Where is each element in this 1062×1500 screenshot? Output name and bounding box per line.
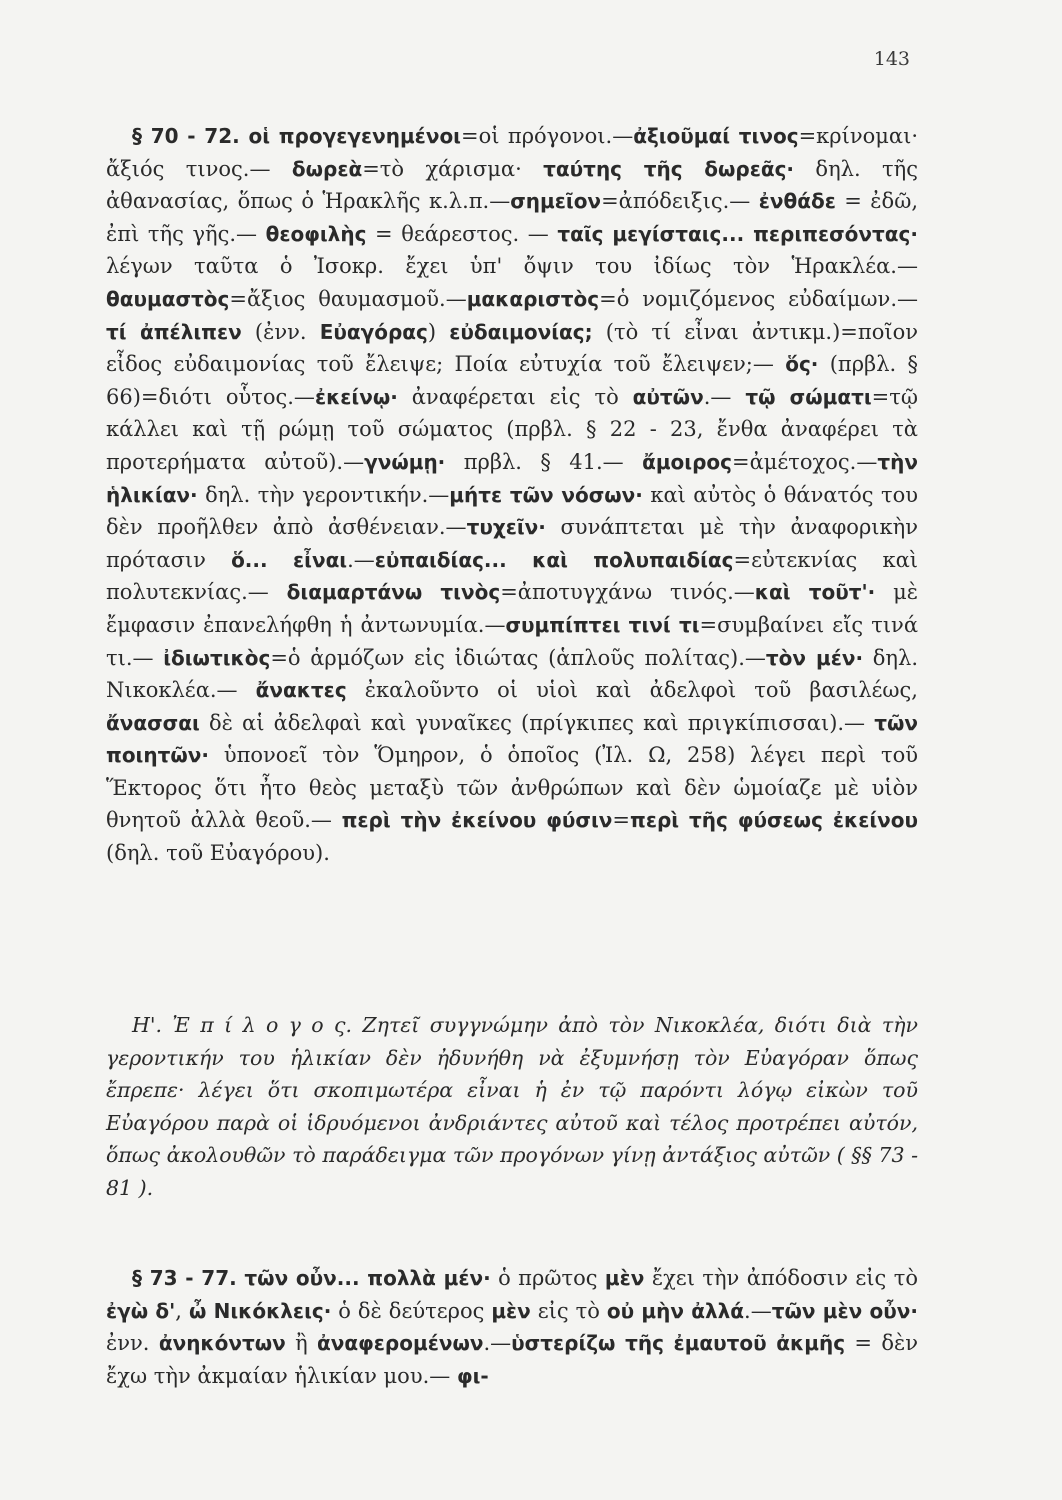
lemma-term: εὐπαιδίας... καὶ πολυπαιδίας [374, 547, 734, 572]
commentary-text: .— [744, 1298, 772, 1323]
commentary-text: .— [483, 1331, 512, 1356]
lemma-term: τί ἀπέλιπεν [106, 319, 242, 344]
commentary-text: =συμβαίνει εἴς τινά τι.— [106, 612, 918, 670]
lemma-term: ἰδιωτικὸς [163, 645, 271, 670]
lemma-term: ὑστερίζω τῆς ἐμαυτοῦ ἀκμῆς [511, 1331, 846, 1356]
commentary-text: (πρβλ. § 66)=διότι οὗτος.— [106, 352, 918, 409]
lemma-term: ἐνθάδε [758, 189, 836, 214]
lemma-term: ἀναφερομένων [317, 1331, 484, 1356]
lemma-term: ἀνηκόντων [158, 1331, 286, 1356]
commentary-text: = θεάρεστος. — [366, 221, 558, 246]
lemma-term: § 70 - 72. οἱ προγεγενημένοι [132, 124, 461, 148]
lemma-term: καὶ τοῦτ'· [754, 580, 876, 605]
commentary-text: ἢ [285, 1331, 318, 1356]
commentary-text: (τὸ τί εἶναι ἀντικμ.)=ποῖον εἶδος εὐδαιμονίας τοῦ ἔλειψε; Ποία εὐτυχία τοῦ ἔλειψεν;— [106, 319, 918, 377]
commentary-text: =τὸ χάρισμα· [362, 156, 544, 181]
lemma-term: τὸν μέν· [765, 645, 864, 670]
commentary-text: =ἀπόδειξις.— [601, 189, 759, 214]
commentary-text: =εὐτεκνίας καὶ πολυτεκνίας.— [106, 547, 918, 605]
lemma-term: αὐτῶν [632, 384, 704, 409]
lemma-term: ταύτης τῆς δωρεᾶς· [543, 156, 795, 181]
commentary-text: δηλ. Νικοκλέα.— [106, 645, 918, 703]
section-73-77-paragraph [106, 1262, 918, 1392]
lemma-term: Εὐαγόρας [319, 319, 428, 344]
lemma-term: δωρεὰ [291, 156, 363, 181]
lemma-term: θαυμαστὸς [106, 286, 230, 311]
commentary-text: =ἄξιος θαυμασμοῦ.— [229, 286, 467, 311]
commentary-text: δηλ. τὴν γεροντικήν.— [197, 482, 450, 507]
lemma-term: μήτε τῶν νόσων· [449, 482, 643, 507]
lemma-term: φι- [456, 1363, 489, 1388]
page-number: 143 [873, 48, 910, 70]
lemma-term: ἄνασσαι [106, 710, 200, 735]
commentary-text: , [175, 1298, 189, 1323]
commentary-text: (δηλ. τοῦ Εὐαγόρου). [106, 841, 330, 866]
commentary-text: =ὁ νομιζόμενος εὐδαίμων.— [599, 286, 918, 311]
lemma-term: ὦ Νικόκλεις· [188, 1298, 332, 1323]
commentary-text: ) [427, 319, 450, 344]
lemma-term: ἀξιοῦμαί τινος [633, 124, 799, 148]
commentary-text: =οἱ πρόγονοι.— [460, 124, 634, 148]
commentary-text: πρβλ. § 41.— [445, 449, 643, 474]
lemma-term: γνώμῃ· [364, 449, 446, 474]
commentary-text: =ἀποτυγχάνω τινός.— [500, 580, 755, 605]
lemma-term: περὶ τῆς φύσεως ἐκείνου [630, 808, 919, 833]
commentary-text: = δὲν ἔχω τὴν ἀκμαίαν ἡλικίαν μου.— [106, 1331, 918, 1388]
epilogue-text: Η'. Ἐ π ί λ ο γ ο ς. Ζητεῖ συγγνώμην ἀπὸ τὸν Νικοκλέα, διότι διὰ τὴν γεροντικήν του ἡλικίαν δὲν ἠδυνήθη νὰ ἐξυμνήσῃ τὸν Εὐαγόραν ὅπως ἔπρεπε· λέγει ὅτι σκοπιμωτέρα εἶναι ἡ ἐν τῷ παρόντι λόγῳ εἰκὼν τοῦ Εὐαγόρου παρὰ οἱ ἱδρυόμενοι ἀνδριάντες αὐτοῦ καὶ τέλος προτρέπει αὐτόν, ὅπως ἀκολουθῶν τὸ παράδειγμα τῶν προγόνων γίνῃ ἀντάξιος αὐτῶν ( §§ 73 - 81 ). [106, 1013, 918, 1200]
commentary-text: ἔχει τὴν ἀπόδοσιν εἰς τὸ [644, 1266, 918, 1290]
lemma-term: τυχεῖν· [466, 515, 546, 540]
commentary-text: συνάπτεται μὲ τὴν ἀναφορικὴν πρότασιν [106, 515, 918, 572]
lemma-term: εὐδαιμονίας; [449, 319, 593, 344]
lemma-term: περὶ τὴν ἐκείνου φύσιν [341, 808, 613, 833]
commentary-text: =τῷ κάλλει καὶ τῇ ρώμῃ τοῦ σώματος (πρβλ. § 22 - 23, ἔνθα ἀναφέρει τὰ προτερήματα αὐτοῦ).— [106, 384, 918, 474]
commentary-text: εἰς τὸ [530, 1298, 607, 1323]
commentary-text: ὁ πρῶτος [490, 1266, 605, 1290]
lemma-term: τῶν ποιητῶν· [106, 710, 918, 768]
commentary-text: μὲ ἔμφασιν ἐπανελήφθη ἡ ἀντωνυμία.— [106, 580, 919, 637]
commentary-text: .— [703, 384, 746, 409]
commentary-text: ἐνν. [106, 1331, 159, 1356]
commentary-text: =κρίνομαι· ἄξιός τινος.— [106, 124, 919, 181]
lemma-term: θεοφιλὴς [265, 221, 367, 246]
lemma-term: μακαριστὸς [466, 286, 600, 311]
commentary-text: (ἐνν. [241, 319, 320, 344]
lemma-term: ὅ... εἶναι [231, 547, 348, 572]
commentary-text: =ὁ ἁρμόζων εἰς ἰδιώτας (ἁπλοῦς πολίτας).— [270, 645, 766, 670]
lemma-term: τῶν μὲν οὖν· [771, 1298, 918, 1323]
section-70-72-paragraph [106, 120, 918, 870]
commentary-text: .— [347, 547, 375, 572]
epilogue-paragraph [106, 1009, 918, 1205]
commentary-text: = ἐδῶ, ἐπὶ τῆς γῆς.— [106, 189, 918, 246]
lemma-term: σημεῖον [510, 189, 602, 214]
lemma-term: ἄμοιρος [642, 449, 732, 474]
lemma-term: ταῖς μεγίσταις... περιπεσόντας· [557, 221, 918, 246]
lemma-term: ὅς· [785, 352, 819, 377]
commentary-text: ἀναφέρεται εἰς τὸ [397, 384, 633, 409]
commentary-text: =ἀμέτοχος.— [731, 449, 878, 474]
commentary-text: δηλ. τῆς ἀθανασίας, ὅπως ὁ Ἡρακλῆς κ.λ.π.— [106, 156, 918, 214]
commentary-text: ὁ δὲ δεύτερος [331, 1298, 492, 1323]
commentary-text: ἐκαλοῦντο οἱ υἱοὶ καὶ ἀδελφοὶ τοῦ βασιλέως, [346, 678, 918, 703]
lemma-term: τῷ σώματι [745, 384, 872, 409]
lemma-term: § 73 - 77. τῶν οὖν... πολλὰ μέν· [132, 1266, 491, 1290]
lemma-term: οὐ μὴν ἀλλά [606, 1298, 745, 1323]
lemma-term: ἄνακτες [255, 678, 347, 703]
lemma-term: ἐγὼ δ' [106, 1298, 176, 1323]
lemma-term: τὴν ἡλικίαν· [106, 449, 918, 507]
lemma-term: μὲν [604, 1266, 645, 1290]
lemma-term: συμπίπτει τινί τι [505, 612, 700, 637]
commentary-text: λέγων ταῦτα ὁ Ἰσοκρ. ἔχει ὑπ' ὄψιν του ἰδίως τὸν Ἡρακλέα.— [106, 254, 918, 279]
lemma-term: μὲν [491, 1298, 531, 1323]
commentary-text: ὑπονοεῖ τὸν Ὅμηρον, ὁ ὁποῖος (Ἰλ. Ω, 258) λέγει περὶ τοῦ Ἕκτορος ὅτι ἦτο θεὸς μεταξὺ τῶν ἀνθρώπων καὶ δὲν ὡμοίαζε μὲ υἱὸν θνητοῦ ἀλλὰ θεοῦ.— [106, 743, 918, 833]
lemma-term: διαμαρτάνω τινὸς [286, 580, 501, 605]
commentary-text: = [612, 808, 631, 833]
commentary-text: δὲ αἱ ἀδελφαὶ καὶ γυναῖκες (πρίγκιπες καὶ πριγκίπισσαι).— [199, 710, 875, 735]
lemma-term: ἐκείνῳ· [314, 384, 398, 409]
commentary-text: καὶ αὐτὸς ὁ θάνατός του δὲν προῆλθεν ἀπὸ ἀσθένειαν.— [106, 482, 918, 540]
